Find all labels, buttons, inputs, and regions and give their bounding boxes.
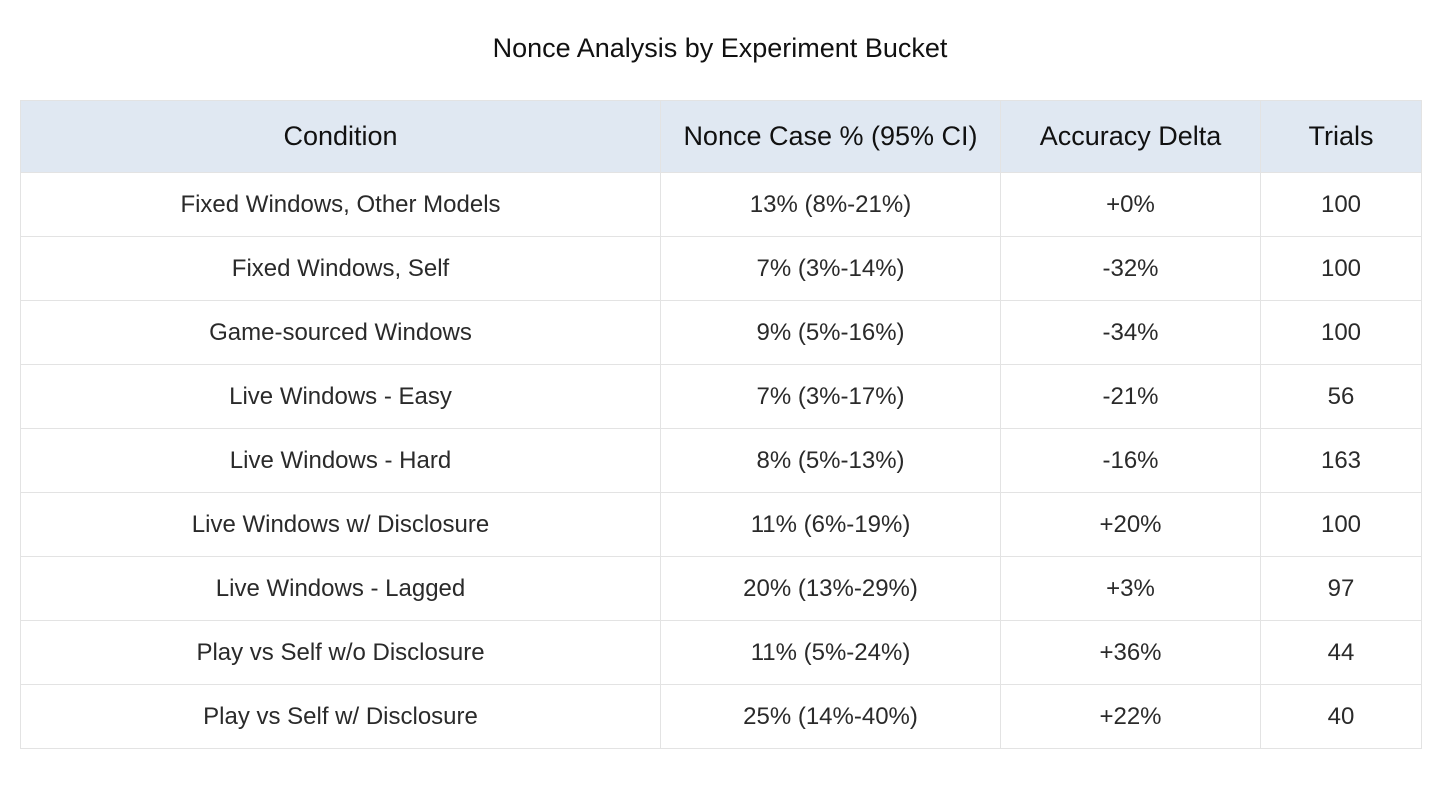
- column-header-condition: Condition: [21, 101, 661, 173]
- cell-trials: 56: [1261, 365, 1422, 429]
- table-row: [21, 493, 1422, 557]
- cell-accuracy-delta: -21%: [1001, 365, 1261, 429]
- cell-accuracy-delta: +3%: [1001, 557, 1261, 621]
- cell-nonce-case: 7% (3%-14%): [661, 237, 1001, 301]
- cell-nonce-case: 13% (8%-21%): [661, 173, 1001, 237]
- cell-trials: 100: [1261, 237, 1422, 301]
- cell-nonce-case: 11% (6%-19%): [661, 493, 1001, 557]
- table-row: [21, 237, 1422, 301]
- cell-accuracy-delta: -16%: [1001, 429, 1261, 493]
- table-row: [21, 301, 1422, 365]
- cell-nonce-case: 11% (5%-24%): [661, 621, 1001, 685]
- cell-condition: Live Windows - Hard: [21, 429, 661, 493]
- cell-condition: Fixed Windows, Other Models: [21, 173, 661, 237]
- cell-condition: Live Windows - Easy: [21, 365, 661, 429]
- cell-nonce-case: 20% (13%-29%): [661, 557, 1001, 621]
- cell-trials: 100: [1261, 493, 1422, 557]
- column-header-trials: Trials: [1261, 101, 1422, 173]
- cell-nonce-case: 25% (14%-40%): [661, 685, 1001, 749]
- table-row: [21, 685, 1422, 749]
- cell-nonce-case: 9% (5%-16%): [661, 301, 1001, 365]
- cell-trials: 100: [1261, 173, 1422, 237]
- cell-trials: 40: [1261, 685, 1422, 749]
- table-row: [21, 557, 1422, 621]
- cell-nonce-case: 8% (5%-13%): [661, 429, 1001, 493]
- cell-condition: Play vs Self w/o Disclosure: [21, 621, 661, 685]
- cell-accuracy-delta: +36%: [1001, 621, 1261, 685]
- table-header-row: [21, 101, 1422, 173]
- table-row: [21, 429, 1422, 493]
- cell-trials: 97: [1261, 557, 1422, 621]
- cell-accuracy-delta: +0%: [1001, 173, 1261, 237]
- column-header-nonce-case: Nonce Case % (95% CI): [661, 101, 1001, 173]
- table-row: [21, 173, 1422, 237]
- nonce-analysis-table: [20, 100, 1422, 749]
- column-header-accuracy-delta: Accuracy Delta: [1001, 101, 1261, 173]
- chart-title: Nonce Analysis by Experiment Bucket: [492, 33, 948, 63]
- cell-trials: 100: [1261, 301, 1422, 365]
- cell-condition: Fixed Windows, Self: [21, 237, 661, 301]
- cell-condition: Live Windows - Lagged: [21, 557, 661, 621]
- table-row: [21, 365, 1422, 429]
- cell-condition: Play vs Self w/ Disclosure: [21, 685, 661, 749]
- table-row: [21, 621, 1422, 685]
- cell-accuracy-delta: -32%: [1001, 237, 1261, 301]
- cell-accuracy-delta: +22%: [1001, 685, 1261, 749]
- cell-trials: 163: [1261, 429, 1422, 493]
- cell-condition: Game-sourced Windows: [21, 301, 661, 365]
- cell-nonce-case: 7% (3%-17%): [661, 365, 1001, 429]
- cell-trials: 44: [1261, 621, 1422, 685]
- cell-accuracy-delta: -34%: [1001, 301, 1261, 365]
- cell-condition: Live Windows w/ Disclosure: [21, 493, 661, 557]
- cell-accuracy-delta: +20%: [1001, 493, 1261, 557]
